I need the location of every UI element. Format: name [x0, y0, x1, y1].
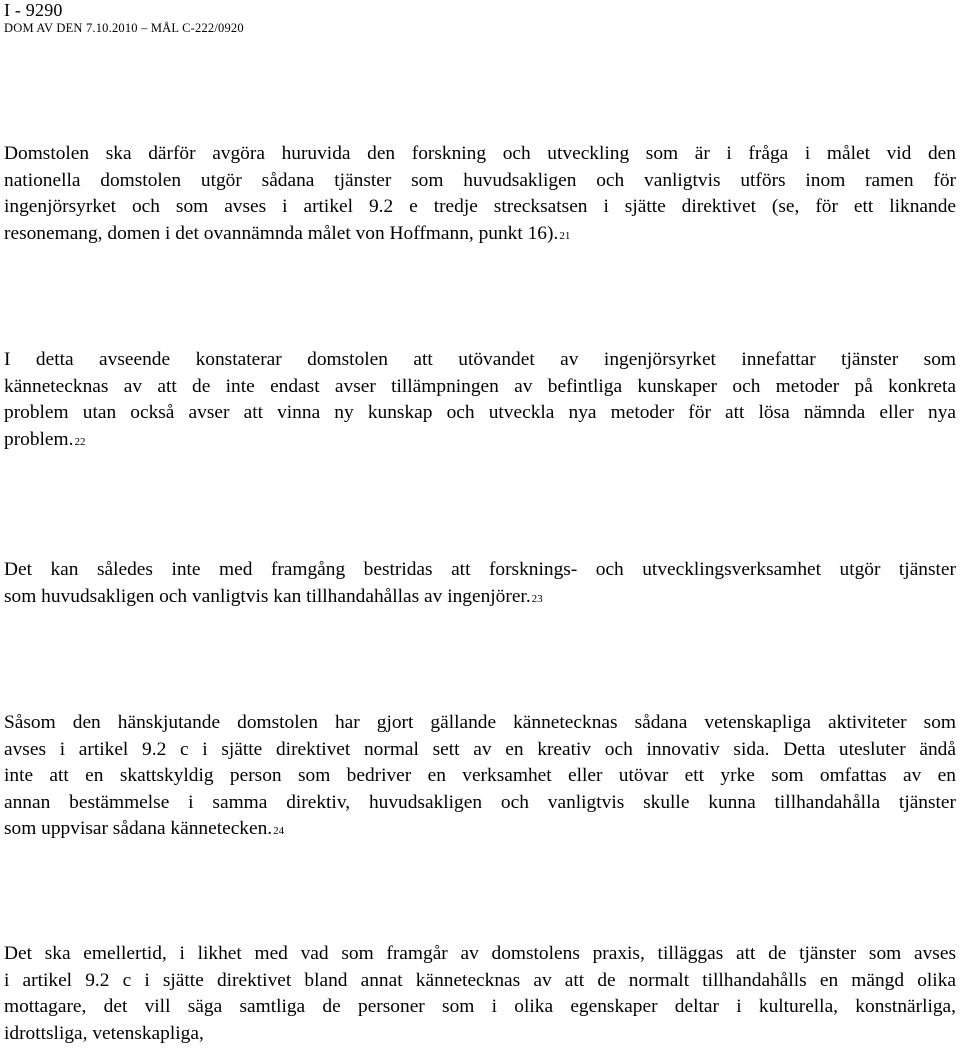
page-header: [4, 0, 244, 36]
paragraph-line: Domstolen ska därför avgöra huruvida den forskning och utveckling som är i fråga i målet vid den: [4, 143, 956, 164]
paragraph-line: mottagare, det vill säga samtliga de personer som i olika egenskaper deltar i kulturella, konstnärliga,: [4, 996, 956, 1017]
paragraph-line: idrottsliga, vetenskapliga,: [4, 1022, 204, 1044]
paragraph-line-text: som huvudsakligen och vanligtvis kan tillhandahållas av ingenjörer.: [4, 585, 531, 607]
paragraph-line: I detta avseende konstaterar domstolen att utövandet av ingenjörsyrket innefattar tjänster som: [4, 349, 956, 370]
paragraph-23: [4, 557, 956, 612]
paragraph-line: Såsom den hänskjutande domstolen har gjort gällande kännetecknas sådana vetenskapliga aktiviteter som: [4, 712, 956, 733]
paragraph-line: [4, 584, 956, 613]
paragraph-number: 21: [559, 229, 571, 242]
paragraph-21: [4, 141, 956, 249]
paragraph-line: [4, 221, 956, 250]
paragraph-line: ingenjörsyrket och som avses i artikel 9.2 e tredje strecksatsen i sjätte direktivet (se, för ett liknande: [4, 196, 956, 217]
paragraph-line-text: som uppvisar sådana kännetecken.: [4, 818, 273, 839]
paragraph-line-text: resonemang, domen i det ovannämnda målet von Hoffmann, punkt 16).: [4, 222, 559, 244]
paragraph-line: annan bestämmelse i samma direktiv, huvudsakligen och vanligtvis skulle kunna tillhandahålla tjänster: [4, 791, 956, 813]
paragraph-line: avses i artikel 9.2 c i sjätte direktivet normal sett av en kreativ och innovativ sida. Detta utesluter ändå: [4, 738, 956, 760]
case-reference: DOM AV DEN 7.10.2010 – MÅL C-222/0920: [4, 21, 244, 35]
paragraph-line: [4, 427, 956, 456]
paragraph-line: Det ska emellertid, i likhet med vad som framgår av domstolens praxis, tilläggas att de tjänster som avses: [4, 943, 956, 964]
paragraph-number: 22: [74, 435, 86, 448]
page-number: I - 9290: [4, 0, 63, 20]
paragraph-number: 23: [531, 592, 543, 605]
paragraph-line-text: problem.: [4, 428, 74, 450]
paragraph-line: nationella domstolen utgör sådana tjänster som huvudsakligen och vanligtvis utförs inom ramen för: [4, 169, 956, 191]
paragraph-line: problem utan också avser att vinna ny kunskap och utveckla nya metoder för att lösa nämnda eller nya: [4, 402, 956, 423]
paragraph-line: [4, 816, 956, 845]
paragraph-line: kännetecknas av att de inte endast avser tillämpningen av befintliga kunskaper och metoder på konkreta: [4, 375, 956, 397]
paragraph-line: inte att en skattskyldig person som bedriver en verksamhet eller utövar ett yrke som omfattas av en: [4, 765, 956, 786]
paragraph-line: i artikel 9.2 c i sjätte direktivet bland annat kännetecknas av att de normalt tillhandahålls en mängd olika: [4, 969, 956, 991]
paragraph-number: 24: [273, 825, 285, 837]
paragraph-line: Det kan således inte med framgång bestridas att forsknings- och utvecklingsverksamhet utgör tjänster: [4, 559, 956, 580]
paragraph-25: [4, 941, 956, 1047]
paragraph-24: [4, 710, 956, 845]
paragraph-22: [4, 347, 956, 455]
